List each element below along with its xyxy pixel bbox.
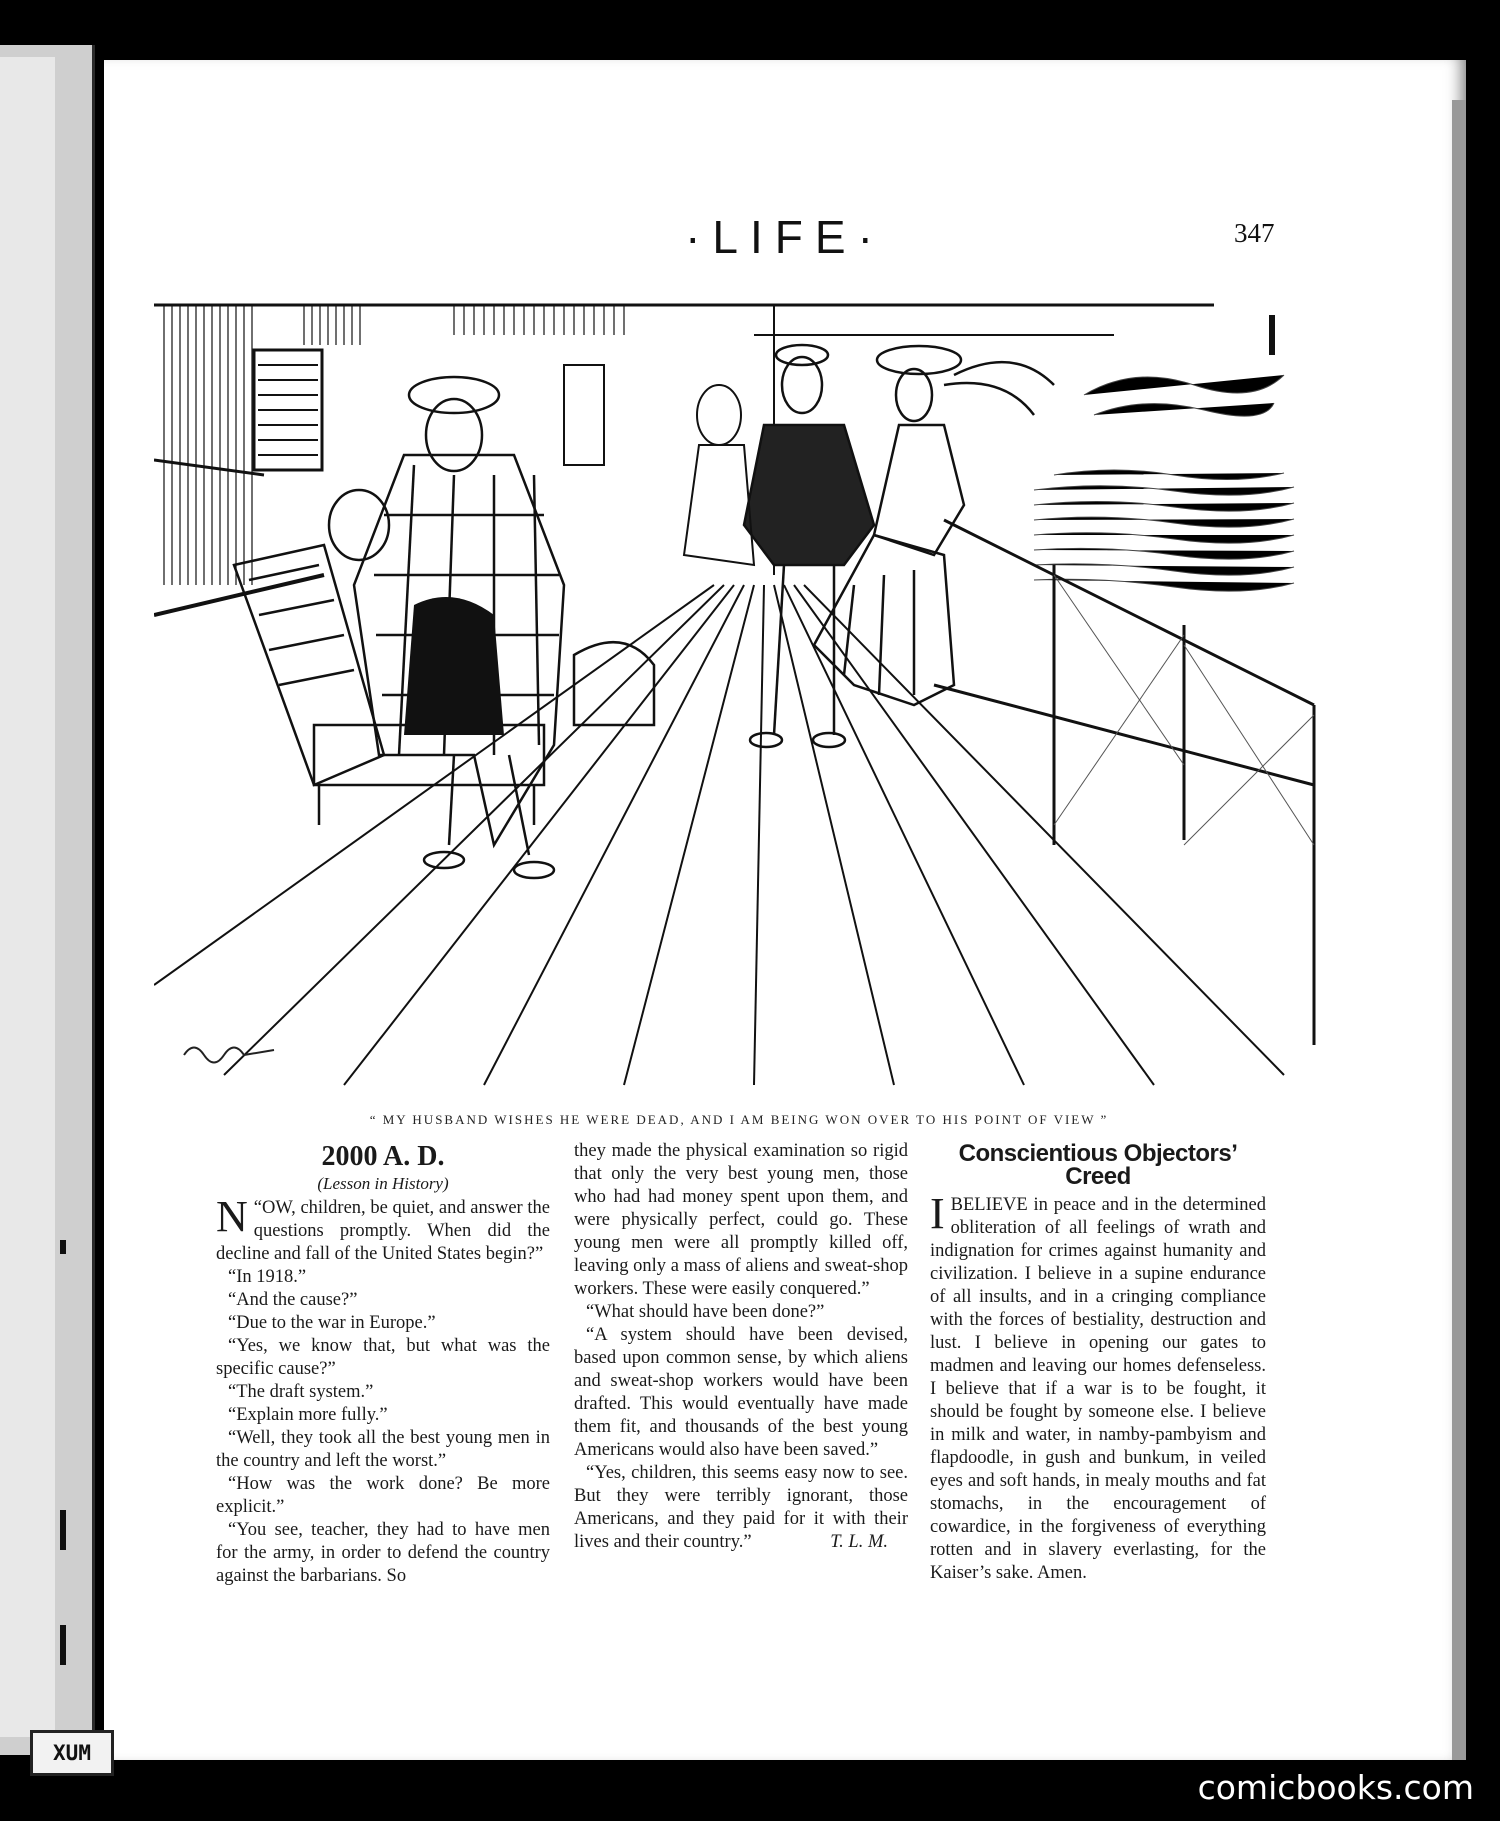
adjacent-page-strip (0, 57, 55, 1737)
article-creed-column (930, 1142, 1266, 1585)
article-2000-ad-column-2 (574, 1140, 908, 1554)
scan-artifact (60, 1240, 66, 1254)
article-opening-paragraph (216, 1192, 550, 1266)
page-shadow-edge (1452, 100, 1466, 1760)
drop-cap: N (216, 1192, 248, 1241)
margin-tag: XUM (30, 1730, 114, 1776)
creed-paragraph (930, 1189, 1266, 1585)
article-paragraph: “A system should have been devised, based upon common sense, by which aliens and sweat-shop workers would have been drafted. This would eventually have made them fit, and thousands of the best young Americans would also have been saved.” (574, 1325, 908, 1460)
article-paragraph: “You see, teacher, they had to have men for the army, in order to defend the country against the barbarians. So (216, 1520, 550, 1586)
magazine-page (104, 60, 1466, 1760)
adjacent-page-edge (0, 45, 95, 1755)
article-subtitle: (Lesson in History) (317, 1174, 449, 1193)
illustration-caption: “ MY HUSBAND WISHES HE WERE DEAD, AND I AM BEING WON OVER TO HIS POINT OF VIEW ” (369, 1112, 1109, 1127)
article-continued-paragraph: they made the physical examination so rigid that only the very best young men, those who had had money spent upon them, and were physically perfect, could go. These young men were all promptly killed off, leaving only a mass of aliens and sweat-shop workers. These were easily conquered.” (574, 1141, 908, 1299)
author-signature: T. L. M. (830, 1532, 888, 1552)
article-paragraph: “Well, they took all the best young men in the country and left the worst.” (216, 1428, 550, 1471)
scan-artifact (60, 1510, 66, 1550)
article-paragraph: “Yes, we know that, but what was the specific cause?” (216, 1336, 550, 1379)
cartoon-illustration (154, 285, 1326, 1090)
article-title: 2000 A. D. (321, 1141, 445, 1172)
article-closing-text: “Yes, children, this seems easy now to see. But they were terribly ignorant, those Americans, and they paid for it with their lives and their country.” (574, 1463, 908, 1552)
creed-text: BELIEVE in peace and in the determined obliteration of all feelings of wrath and indignation for crimes against humanity and civilization. I believe in a supine endurance of all insults, and in a cringing compliance with the forces of bestiality, destruction and lust. I believe in opening our gates to madmen and leaving our homes defenseless. I believe that if a war is to be fought, it should be fought by someone else. I believe in milk and water, in namby-pambyism and flapdoodle, in gush and bunkum, in veiled eyes and soft hands, in mealy mouths and fat stomachs, in the encouragement of cowardice, in the forgiveness of everything rotten and in slavery everlasting, for the Kaiser’s sake. Amen. (930, 1195, 1266, 1583)
opening-text: “OW, children, be quiet, and answer the questions promptly. When did the decline and fall of the United States begin?” (216, 1198, 550, 1264)
drop-cap: I (930, 1189, 945, 1238)
article-title: Conscientious Objectors’ Creed (958, 1140, 1238, 1190)
source-watermark: comicbooks.com (1197, 1768, 1474, 1807)
article-paragraph: “In 1918.” (228, 1267, 307, 1287)
article-paragraph: “Due to the war in Europe.” (228, 1313, 436, 1333)
article-paragraph: “The draft system.” (228, 1382, 374, 1402)
article-paragraph: “Explain more fully.” (228, 1405, 388, 1425)
article-2000-ad-column-1 (216, 1141, 550, 1588)
masthead-title: ·LIFE· (685, 211, 885, 263)
article-paragraph: “How was the work done? Be more explicit.” (216, 1474, 550, 1517)
article-paragraph: “What should have been done?” (586, 1302, 825, 1322)
article-paragraph (574, 1462, 908, 1554)
article-paragraph: “And the cause?” (228, 1290, 358, 1310)
scan-artifact (60, 1625, 66, 1665)
page-number: 347 (1234, 218, 1275, 248)
